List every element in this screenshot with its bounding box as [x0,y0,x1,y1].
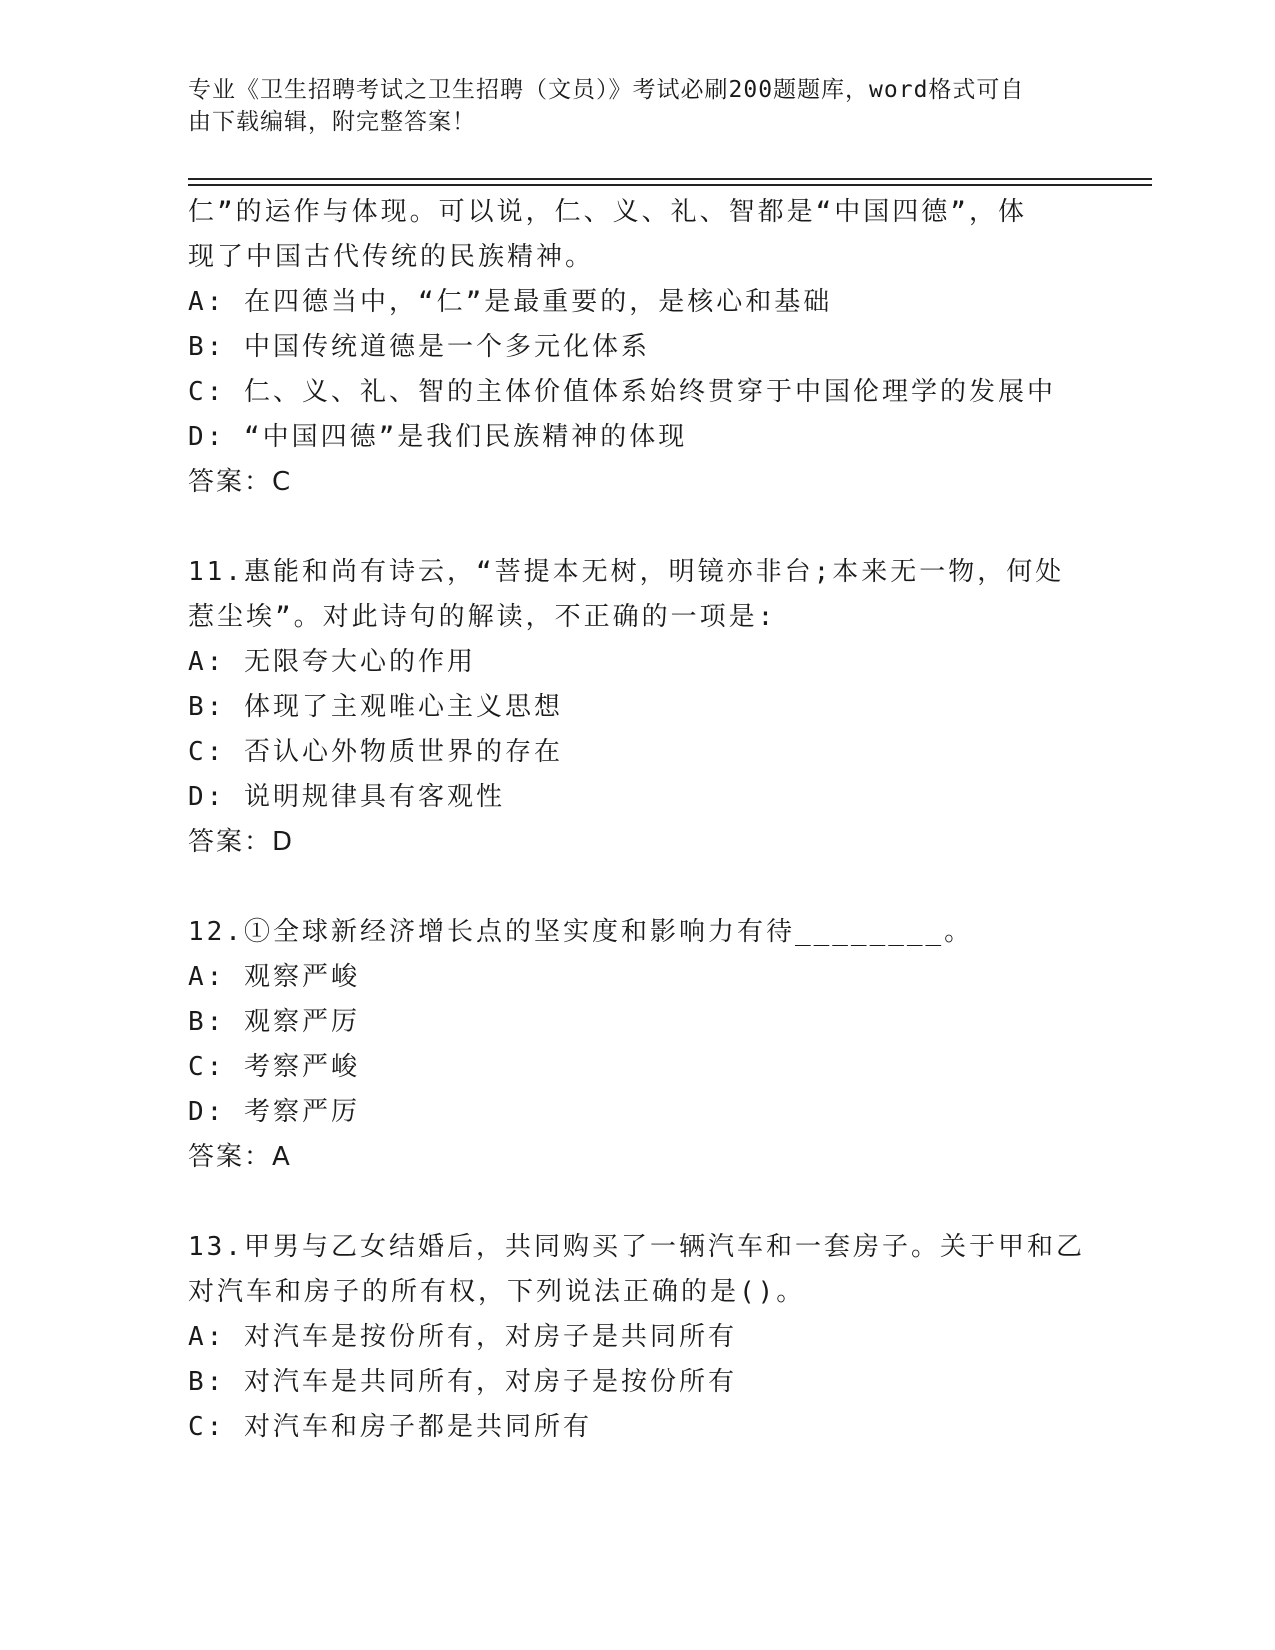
option-b: B: 对汽车是共同所有，对房子是按份所有 [188,1367,737,1397]
stem-line: 11.惠能和尚有诗云，“菩提本无树，明镜亦非台;本来无一物，何处 [188,557,1065,587]
header-divider-bottom [188,184,1152,186]
option-d: D: 考察严厉 [188,1097,360,1127]
option-a: A: 观察严峻 [188,962,360,992]
option-a: A: 无限夸大心的作用 [188,647,476,677]
header-divider-top [188,178,1152,180]
stem-line: 对汽车和房子的所有权，下列说法正确的是()。 [188,1277,806,1307]
answer-line: 答案：C [188,467,293,497]
page-header [188,74,1068,138]
header-title-line-2: 由下载编辑，附完整答案！ [188,109,476,135]
option-b: B: 观察严厉 [188,1007,360,1037]
option-b: B: 中国传统道德是一个多元化体系 [188,332,650,362]
question-content [188,190,1088,1450]
stem-line: 仁”的运作与体现。可以说，仁、义、礼、智都是“中国四德”，体 [188,197,1027,227]
stem-line: 13.甲男与乙女结婚后，共同购买了一辆汽车和一套房子。关于甲和乙 [188,1232,1085,1262]
question-11 [188,550,1088,865]
option-c: C: 考察严峻 [188,1052,360,1082]
option-c: C: 对汽车和房子都是共同所有 [188,1412,592,1442]
stem-line: 现了中国古代传统的民族精神。 [188,242,595,272]
question-13 [188,1225,1088,1450]
option-d: D: 说明规律具有客观性 [188,782,505,812]
answer-line: 答案：A [188,1142,292,1172]
option-b: B: 体现了主观唯心主义思想 [188,692,563,722]
option-c: C: 否认心外物质世界的存在 [188,737,563,767]
option-a: A: 对汽车是按份所有，对房子是共同所有 [188,1322,737,1352]
option-c: C: 仁、义、礼、智的主体价值体系始终贯穿于中国伦理学的发展中 [188,377,1056,407]
option-a: A: 在四德当中，“仁”是最重要的，是核心和基础 [188,287,833,317]
stem-line: 惹尘埃”。对此诗句的解读，不正确的一项是: [188,602,777,632]
stem-line: 12.①全球新经济增长点的坚实度和影响力有待________。 [188,917,974,947]
header-title-line-1: 专业《卫生招聘考试之卫生招聘（文员）》考试必刷200题题库，word格式可自 [188,77,1025,103]
answer-line: 答案：D [188,827,295,857]
option-d: D: “中国四德”是我们民族精神的体现 [188,422,688,452]
question-continuation [188,190,1088,505]
question-12 [188,910,1088,1180]
